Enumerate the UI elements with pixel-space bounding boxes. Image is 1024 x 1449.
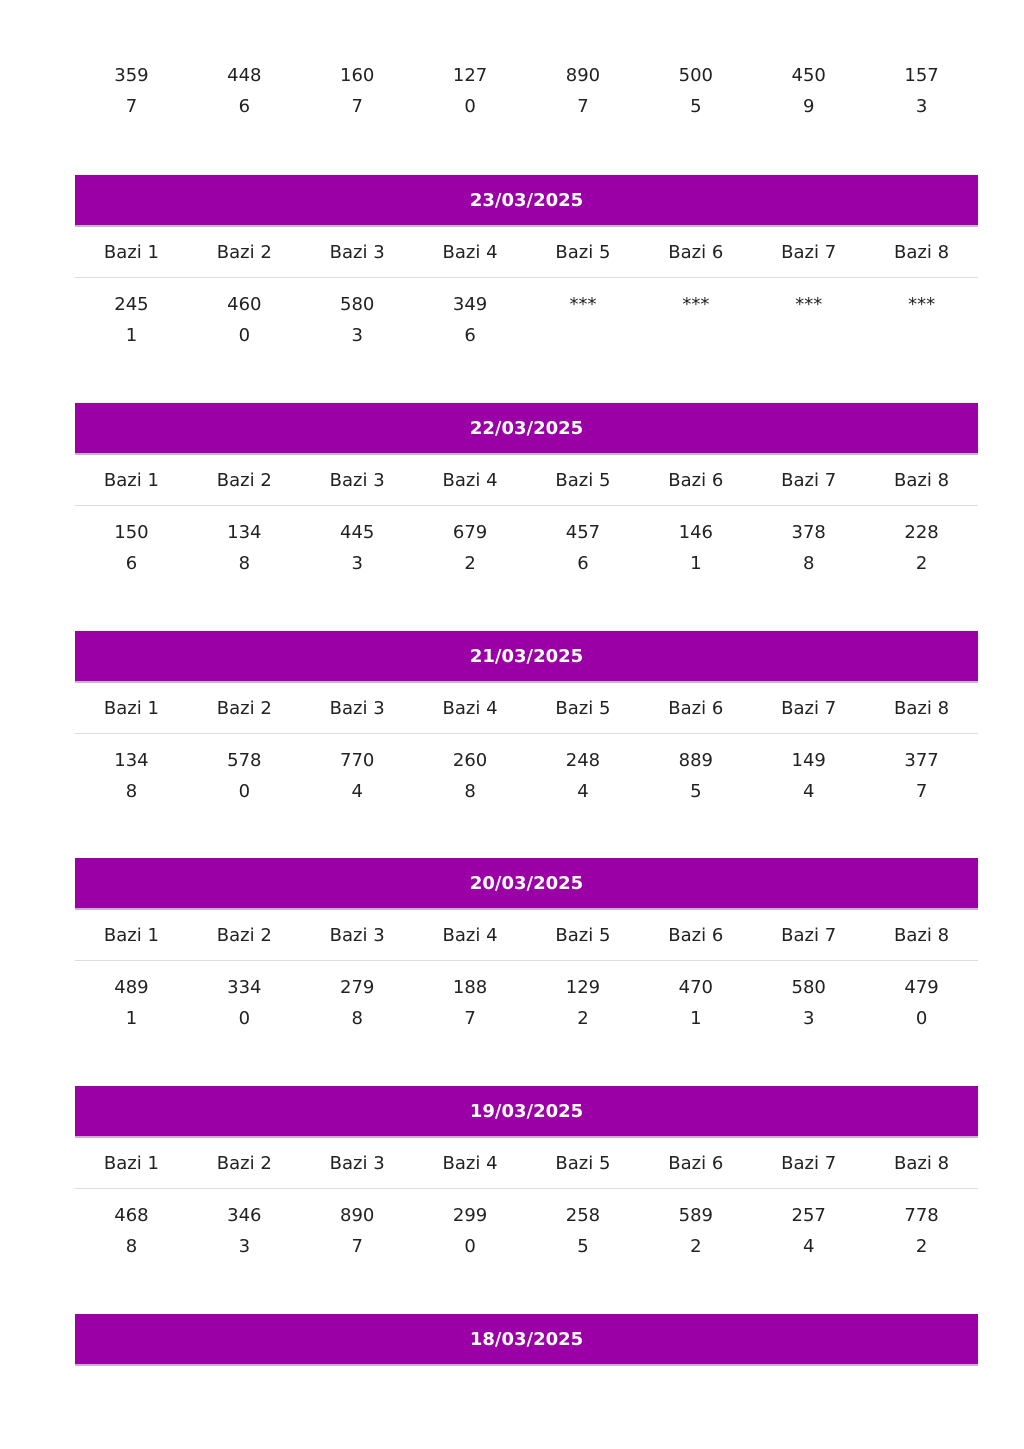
value-top: 479 [904,977,939,998]
value-cell [639,745,752,807]
value-cell [865,289,978,351]
value-top: 578 [227,750,262,771]
value-top: 146 [678,522,713,543]
value-bottom: 7 [577,96,589,117]
value-top: 580 [340,294,375,315]
value-cell [301,60,414,122]
value-bottom: 7 [125,96,138,117]
column-header: Bazi 7 [781,1152,837,1174]
value-top: 770 [340,750,375,771]
value-bottom: 0 [238,781,251,802]
value-top: 228 [904,522,939,543]
column-header: Bazi 1 [103,697,159,719]
value-cell [301,972,414,1034]
date-header: 22/03/2025 [75,403,978,455]
column-header: Bazi 4 [442,1152,498,1174]
value-bottom: 1 [690,553,702,574]
value-bottom: 2 [577,1008,589,1029]
value-bottom: 8 [125,781,138,802]
value-top: 377 [904,750,939,771]
date-header: 23/03/2025 [75,175,978,227]
column-header: Bazi 5 [555,241,611,263]
value-top: 457 [565,522,601,543]
value-cell [414,289,527,351]
value-top: 127 [452,65,488,86]
value-cell [414,1200,527,1262]
value-cell [188,1200,301,1262]
value-cell [188,745,301,807]
value-cell [414,972,527,1034]
value-cell [752,972,865,1034]
value-cell [752,60,865,122]
value-bottom: 5 [690,96,702,117]
value-bottom: 1 [125,1008,138,1029]
column-header: Bazi 7 [781,697,837,719]
value-bottom: 4 [577,781,589,802]
value-cell [527,60,640,122]
column-header: Bazi 5 [555,924,611,946]
value-bottom [752,320,865,351]
partial-values-row [75,60,978,122]
value-top: 460 [227,294,262,315]
value-bottom: 8 [464,781,476,802]
column-header: Bazi 4 [442,241,498,263]
value-bottom: 8 [351,1008,363,1029]
column-header: Bazi 6 [668,469,724,491]
value-bottom: 9 [802,96,815,117]
value-cell [414,745,527,807]
value-cell [639,289,752,351]
column-header: Bazi 2 [216,1152,272,1174]
column-header: Bazi 3 [329,697,385,719]
value-bottom: 3 [351,325,363,346]
column-header: Bazi 4 [442,469,498,491]
value-top: 589 [678,1205,713,1226]
column-header: Bazi 7 [781,469,837,491]
value-top: 450 [791,65,826,86]
value-cell [75,289,188,351]
column-header: Bazi 2 [216,924,272,946]
column-header: Bazi 8 [894,1152,950,1174]
column-header-row [75,1138,978,1189]
date-header: 18/03/2025 [75,1314,978,1366]
value-cell [865,1200,978,1262]
value-bottom: 7 [464,1008,476,1029]
value-bottom: 3 [802,1008,815,1029]
value-bottom: 1 [690,1008,702,1029]
value-bottom: 2 [464,553,476,574]
value-top: 149 [791,750,826,771]
result-block [75,1314,978,1366]
value-cell [639,1200,752,1262]
column-header: Bazi 5 [555,697,611,719]
value-cell [527,1200,640,1262]
value-top: 346 [227,1205,262,1226]
value-bottom [865,320,978,351]
result-block [75,403,978,579]
column-header: Bazi 5 [555,469,611,491]
value-top: 279 [340,977,375,998]
value-cell [865,745,978,807]
value-bottom [639,320,752,351]
value-top: 248 [565,750,601,771]
value-top: 359 [114,65,149,86]
values-row [75,506,978,579]
value-top: 299 [452,1205,488,1226]
value-top: 160 [340,65,375,86]
value-bottom: 1 [125,325,138,346]
value-bottom: 0 [464,1236,476,1257]
result-block [75,1086,978,1262]
value-cell [865,60,978,122]
value-cell [752,289,865,351]
column-header: Bazi 1 [103,1152,159,1174]
value-cell [301,517,414,579]
value-top: 489 [114,977,149,998]
value-top: 889 [678,750,713,771]
column-header: Bazi 7 [781,241,837,263]
value-top: 257 [791,1205,826,1226]
value-cell [752,1200,865,1262]
value-top: 134 [227,522,262,543]
value-bottom: 2 [915,1236,928,1257]
value-cell [639,60,752,122]
value-bottom [527,320,640,351]
value-top: 679 [452,522,488,543]
value-top: 134 [114,750,149,771]
value-cell [75,1200,188,1262]
column-header: Bazi 5 [555,1152,611,1174]
value-cell [639,972,752,1034]
values-row [75,1189,978,1262]
value-top: 188 [452,977,488,998]
value-top: 445 [340,522,375,543]
values-row [75,734,978,807]
column-header: Bazi 8 [894,697,950,719]
value-top: 129 [565,977,601,998]
column-header: Bazi 1 [103,469,159,491]
value-top: 349 [452,294,488,315]
column-header-row [75,455,978,506]
value-bottom: 5 [690,781,702,802]
column-header: Bazi 4 [442,697,498,719]
column-header: Bazi 3 [329,469,385,491]
value-bottom: 4 [351,781,363,802]
date-header: 21/03/2025 [75,631,978,683]
date-header: 19/03/2025 [75,1086,978,1138]
value-top: 890 [340,1205,375,1226]
value-top: 258 [565,1205,601,1226]
value-cell [188,289,301,351]
value-top: 500 [678,65,713,86]
value-bottom: 6 [238,96,251,117]
value-bottom: 4 [802,1236,815,1257]
value-bottom: 6 [577,553,589,574]
value-top: 470 [678,977,713,998]
value-bottom: 8 [238,553,251,574]
partial-result-block [75,60,978,122]
column-header: Bazi 3 [329,924,385,946]
values-row [75,961,978,1034]
value-cell [527,745,640,807]
column-header: Bazi 2 [216,241,272,263]
column-header: Bazi 6 [668,1152,724,1174]
column-header: Bazi 1 [103,241,159,263]
value-bottom: 2 [915,553,928,574]
value-bottom: 8 [125,1236,138,1257]
value-top: *** [795,294,823,315]
value-top: 448 [227,65,262,86]
value-top: 378 [791,522,826,543]
value-cell [188,517,301,579]
column-header-row [75,910,978,961]
value-bottom: 0 [238,325,251,346]
column-header: Bazi 6 [668,241,724,263]
column-header: Bazi 8 [894,469,950,491]
value-top: 580 [791,977,826,998]
value-bottom: 0 [464,96,476,117]
value-cell [414,60,527,122]
value-cell [865,517,978,579]
column-header: Bazi 7 [781,924,837,946]
value-cell [75,60,188,122]
value-top: 150 [114,522,149,543]
column-header-row [75,227,978,278]
value-top: *** [908,294,936,315]
column-header: Bazi 8 [894,241,950,263]
value-bottom: 7 [351,1236,363,1257]
value-bottom: 3 [915,96,928,117]
value-bottom: 7 [915,781,928,802]
value-cell [301,1200,414,1262]
value-bottom: 2 [690,1236,702,1257]
column-header: Bazi 3 [329,1152,385,1174]
column-header: Bazi 6 [668,924,724,946]
value-cell [865,972,978,1034]
value-cell [527,289,640,351]
value-bottom: 6 [125,553,138,574]
column-header: Bazi 4 [442,924,498,946]
value-top: 245 [114,294,149,315]
value-cell [301,745,414,807]
value-bottom: 6 [464,325,476,346]
date-header: 20/03/2025 [75,858,978,910]
result-block [75,175,978,351]
value-top: 260 [452,750,488,771]
value-top: 157 [904,65,939,86]
value-cell [414,517,527,579]
result-block [75,858,978,1034]
value-bottom: 4 [802,781,815,802]
value-bottom: 8 [802,553,815,574]
value-top: *** [569,294,597,315]
column-header: Bazi 2 [216,697,272,719]
column-header-row [75,683,978,734]
value-top: 468 [114,1205,149,1226]
value-cell [75,745,188,807]
value-cell [188,972,301,1034]
value-top: 890 [565,65,601,86]
value-cell [527,972,640,1034]
value-bottom: 7 [351,96,363,117]
value-bottom: 5 [577,1236,589,1257]
value-cell [752,745,865,807]
column-header: Bazi 3 [329,241,385,263]
value-bottom: 0 [915,1008,928,1029]
column-header: Bazi 6 [668,697,724,719]
value-top: 778 [904,1205,939,1226]
value-cell [188,60,301,122]
value-top: 334 [227,977,262,998]
result-block [75,631,978,807]
column-header: Bazi 2 [216,469,272,491]
values-row [75,278,978,351]
value-bottom: 3 [238,1236,251,1257]
value-top: *** [682,294,710,315]
column-header: Bazi 8 [894,924,950,946]
value-cell [75,972,188,1034]
value-cell [527,517,640,579]
value-cell [752,517,865,579]
value-bottom: 0 [238,1008,251,1029]
value-cell [639,517,752,579]
value-cell [75,517,188,579]
value-cell [301,289,414,351]
column-header: Bazi 1 [103,924,159,946]
value-bottom: 3 [351,553,363,574]
